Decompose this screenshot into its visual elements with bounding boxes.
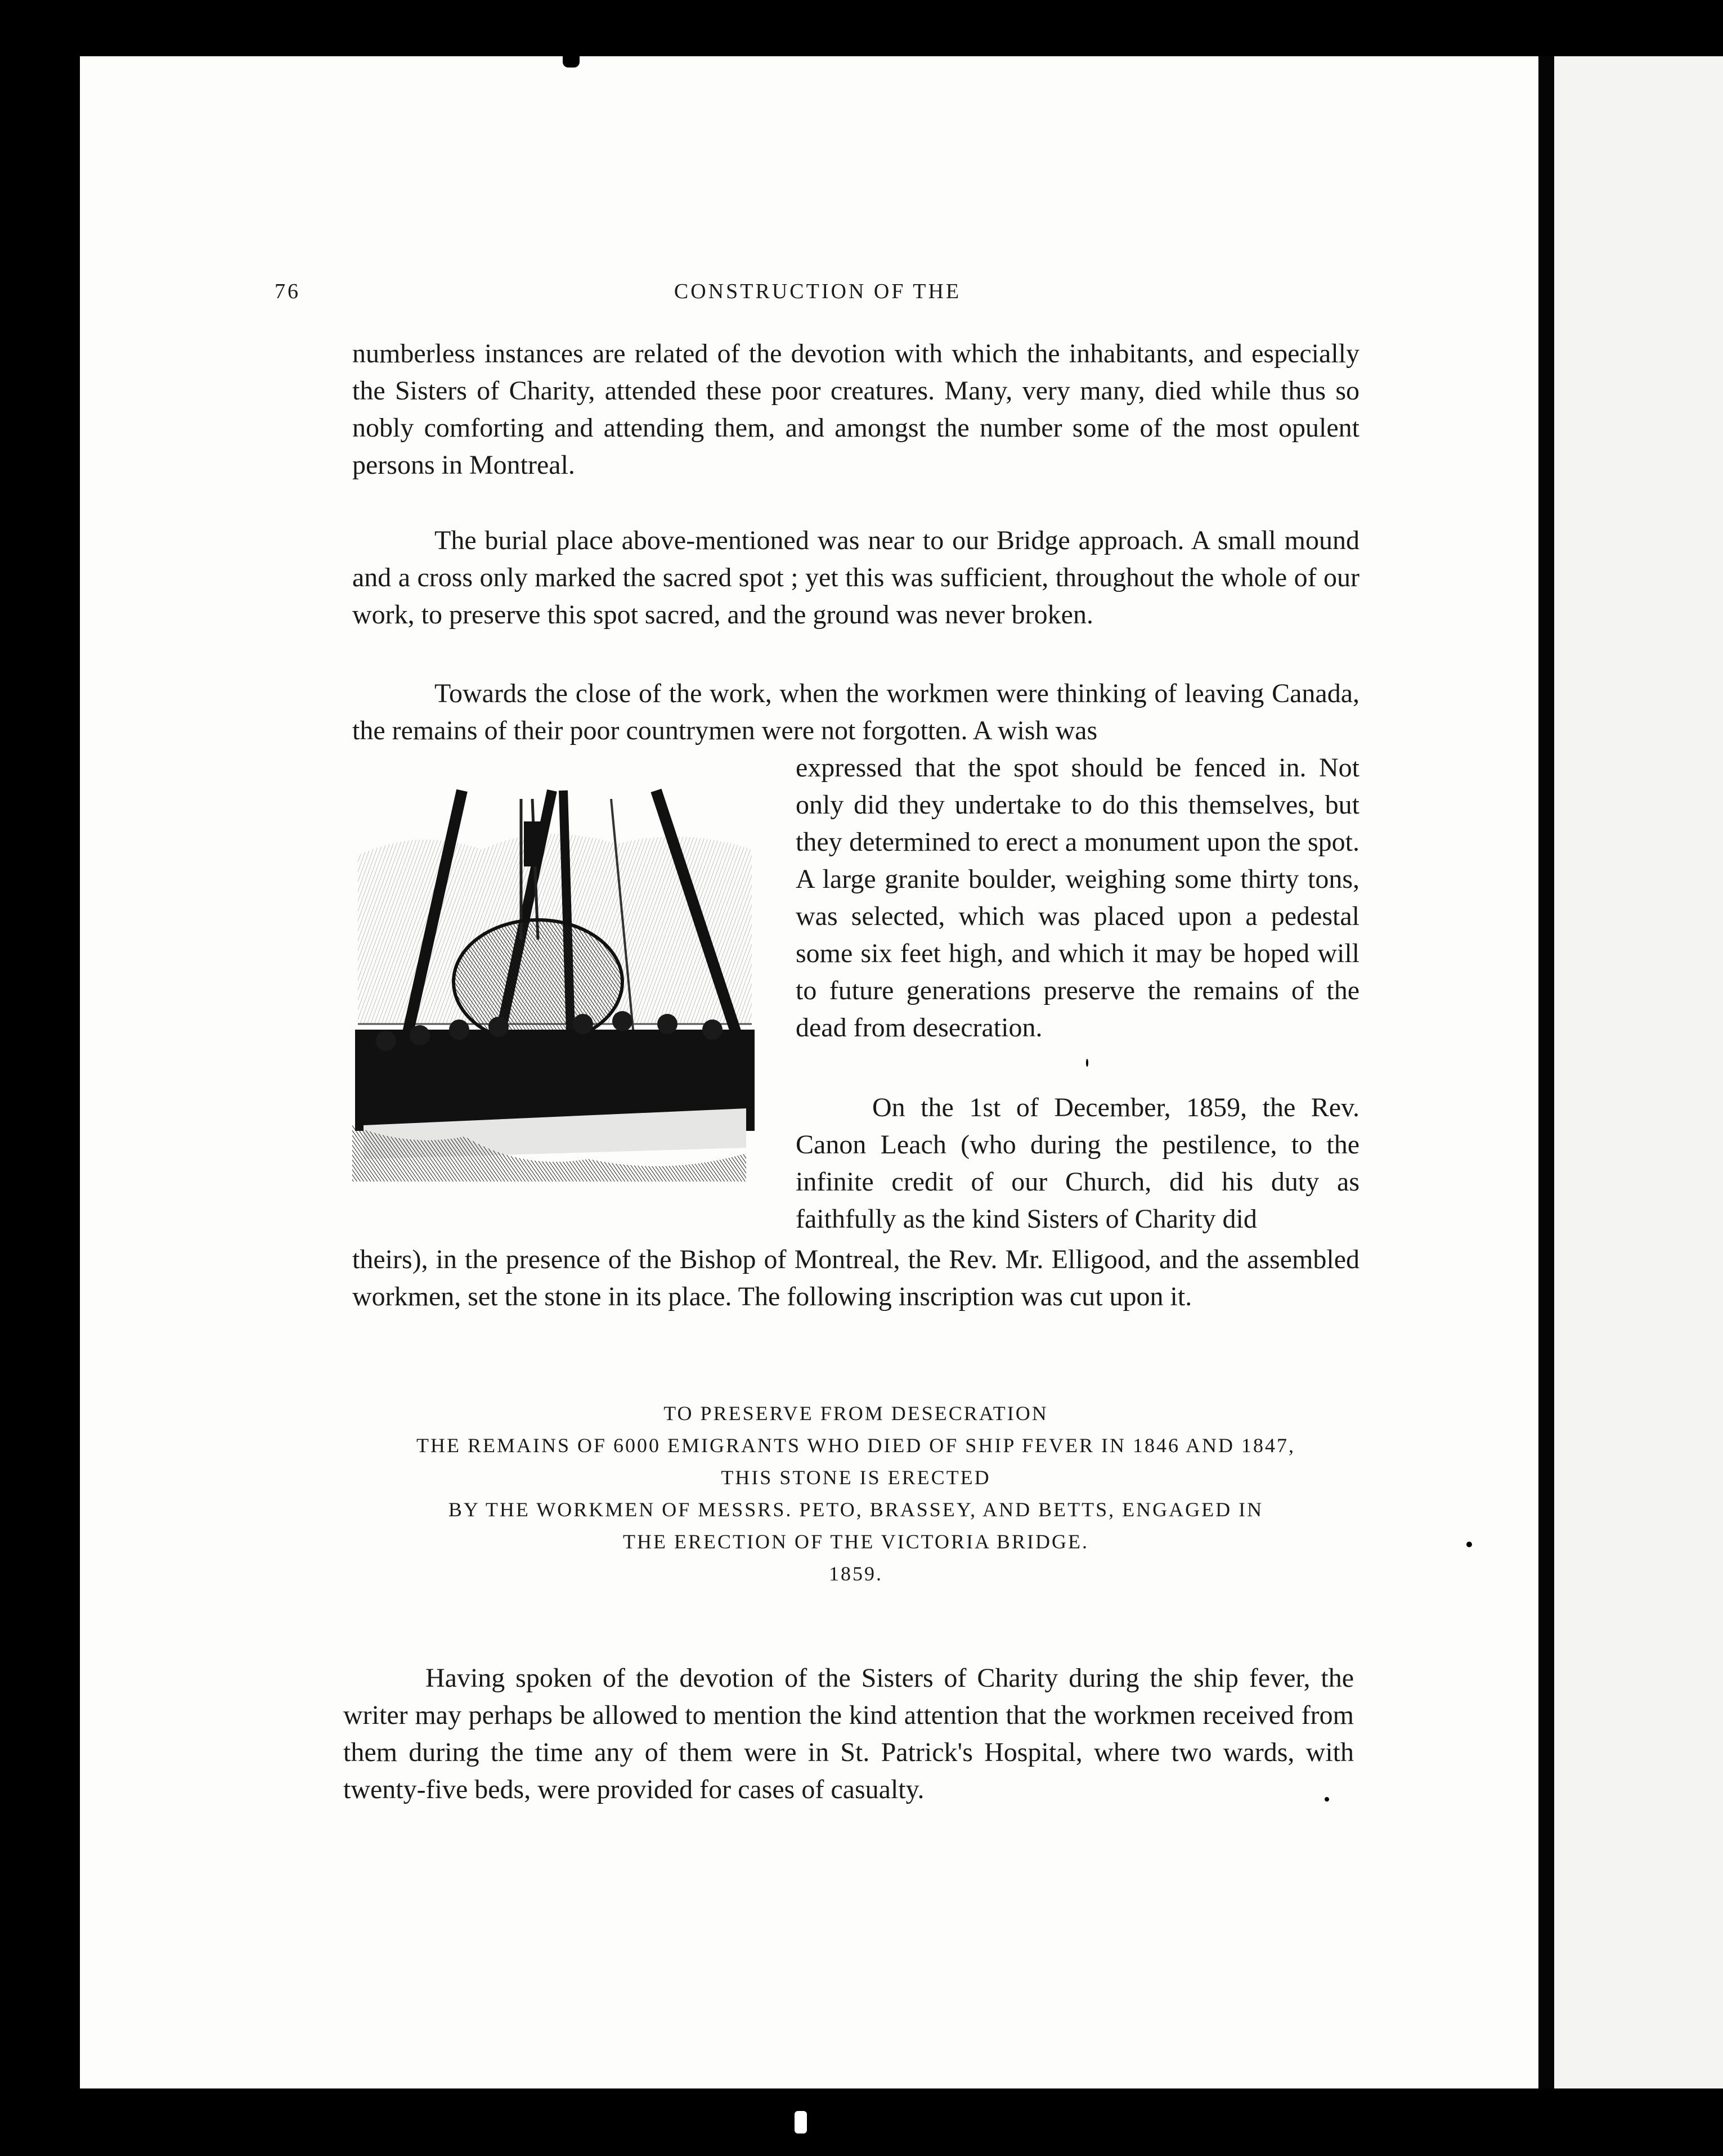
boulder-hoisting-engraving: [352, 788, 757, 1182]
paragraph-towards-close: [352, 675, 1359, 749]
paragraph-first-december-continued: [352, 1241, 1359, 1354]
scan-mark: [795, 2111, 807, 2133]
gutter-shadow: [1538, 56, 1554, 2088]
inscription-line: THE ERECTION OF THE VICTORIA BRIDGE.: [623, 1530, 1089, 1553]
paragraph-text: Towards the close of the work, when the workmen were thinking of leaving Canada, the remains of their poor countrymen were not forgotten. A wish was: [352, 679, 1359, 745]
paragraph-text: theirs), in the presence of the Bishop of Montreal, the Rev. Mr. Elligood, and the assembled workmen, set the stone in its place. The following inscription was cut upon it.: [352, 1245, 1359, 1311]
running-head: CONSTRUCTION OF THE: [674, 280, 962, 303]
paragraph-text: numberless instances are related of the devotion with which the inhabitants, and especially the Sisters of Charity, attended these poor creatures. Many, very many, died while thus so nobly comforting and attending them, and amongst the number some of the most opulent persons in Montreal.: [352, 339, 1359, 480]
paragraph-text: Having spoken of the devotion of the Sisters of Charity during the ship fever, the writer may perhaps be allowed to mention the kind attention that the workmen received from them during the time any of them were in St. Patrick's Hospital, where two wards, with twenty-five beds, were provided for cases of casualty.: [343, 1663, 1354, 1804]
paragraph-text: expressed that the spot should be fenced in. Not only did they undertake to do this themselves, but they determined to erect a monument upon the spot. A large granite boulder, weighing some thirty tons, was selected, which was placed upon a pedestal some six feet high, and which it may be hoped will to future generations preserve the remains of the dead from desecration.: [796, 753, 1359, 1043]
inscription-line: TO PRESERVE FROM DESECRATION: [663, 1402, 1048, 1425]
paragraph-text: The burial place above-mentioned was near to our Bridge approach. A small mound and a cross only marked the sacred spot ; yet this was sufficient, throughout the whole of our work, to preserve this spot sacred, and the ground was never broken.: [352, 525, 1359, 630]
engraving-image: [352, 788, 757, 1182]
inscription-line: THE REMAINS OF 6000 EMIGRANTS WHO DIED OF SHIP FEVER IN 1846 AND 1847,: [416, 1434, 1296, 1457]
facing-page-edge: [1554, 56, 1723, 2088]
scan-speck: [1086, 1059, 1088, 1067]
inscription-line: 1859.: [829, 1562, 883, 1585]
paragraph-burial-place: [352, 522, 1359, 635]
paragraph-text: On the 1st of December, 1859, the Rev. Canon Leach (who during the pestilence, to the infinite credit of our Church, did his duty as faithfully as the kind Sisters of Charity did: [796, 1093, 1359, 1234]
paragraph-first-december: [796, 1089, 1359, 1241]
paragraph-towards-close-wrapped: [796, 749, 1359, 1053]
paragraph-numberless-instances: [352, 335, 1359, 484]
scan-blot: [563, 55, 580, 68]
paragraph-having-spoken: [343, 1660, 1354, 1812]
page-number: 76: [275, 280, 300, 303]
inscription-line: BY THE WORKMEN OF MESSRS. PETO, BRASSEY, AND BETTS, ENGAGED IN: [448, 1498, 1264, 1521]
monument-inscription: [352, 1398, 1359, 1589]
page-header: [275, 279, 1361, 313]
scan-speck: [1466, 1542, 1472, 1547]
inscription-line: THIS STONE IS ERECTED: [721, 1466, 991, 1489]
